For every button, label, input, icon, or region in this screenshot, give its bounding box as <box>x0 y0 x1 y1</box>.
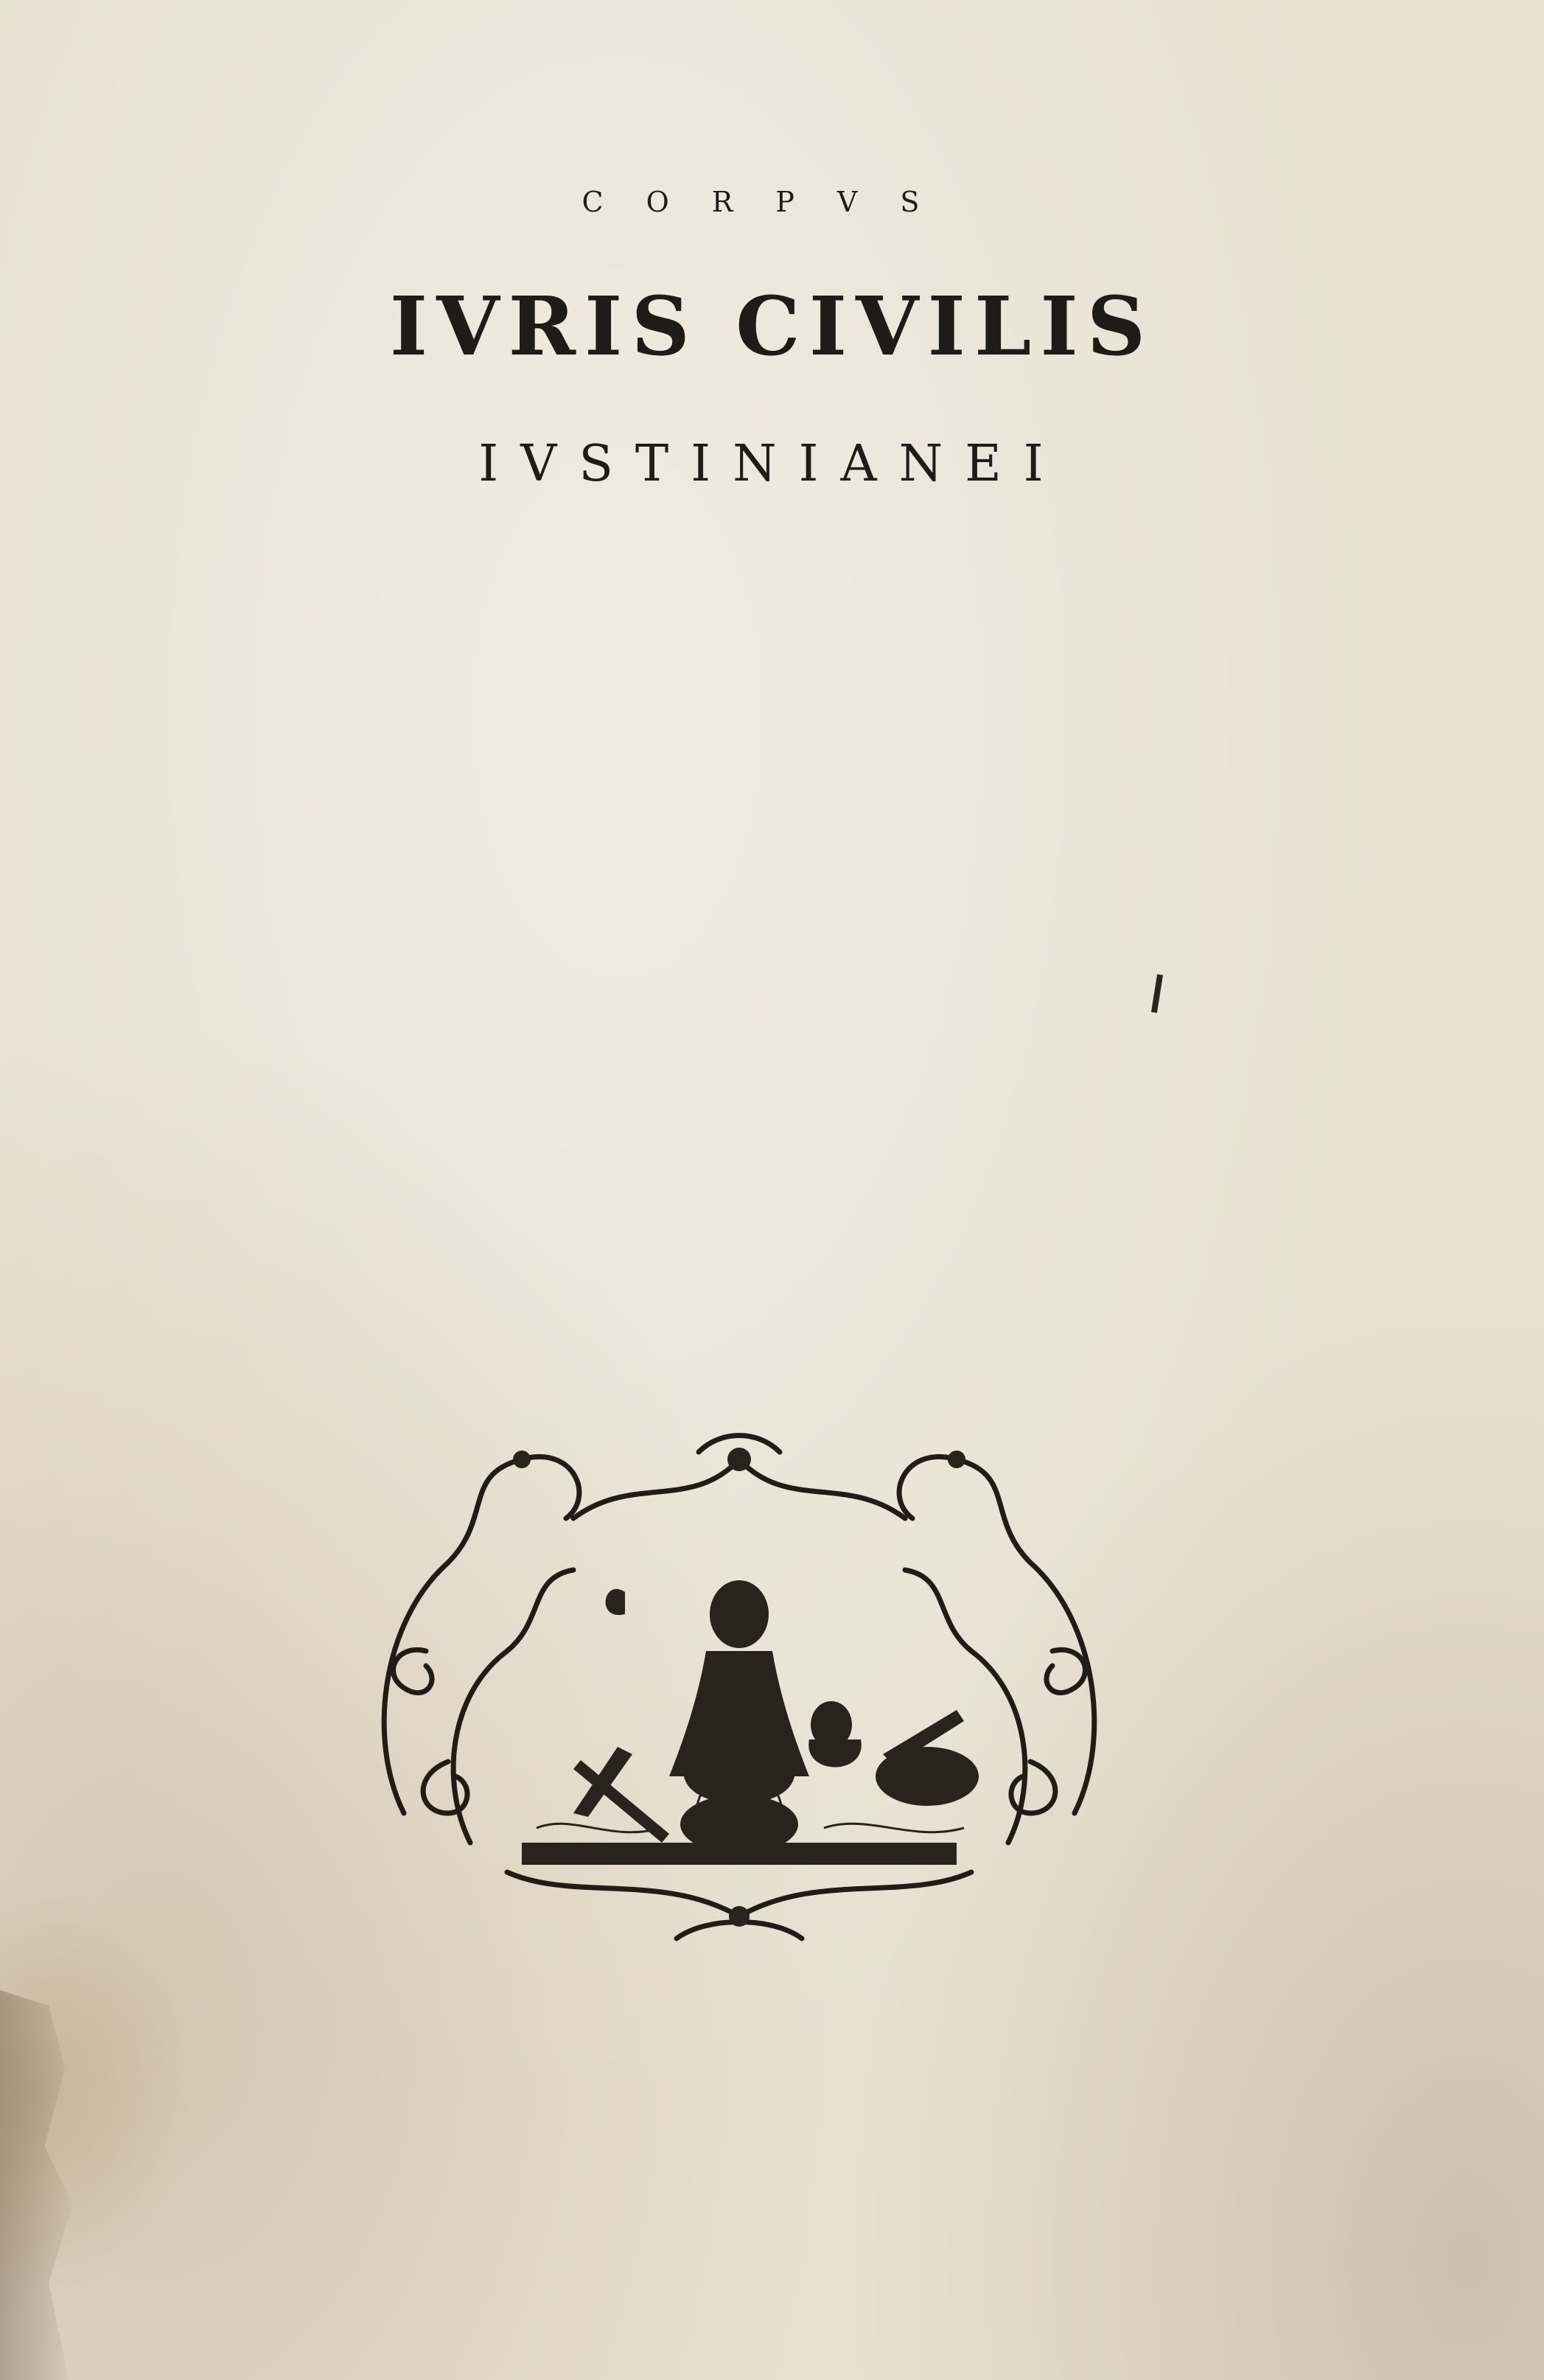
title-line-iuris-civilis: IVRIS CIVILIS <box>389 279 1155 374</box>
title-line-iustinianei: IVSTINIANEI <box>478 435 1066 493</box>
printers-device-vignette-icon <box>352 1430 1126 1946</box>
paper-tear <box>0 1990 81 2380</box>
title-line-corpus: CORPVS <box>581 186 963 218</box>
pencil-mark <box>1151 974 1163 1013</box>
